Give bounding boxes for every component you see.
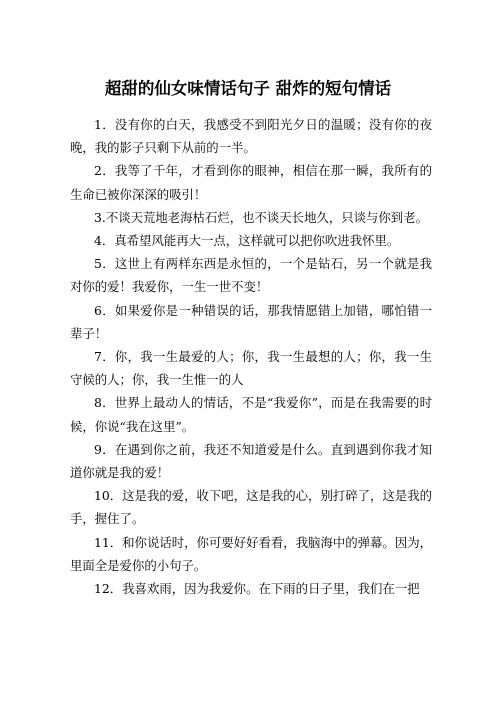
paragraph: 9．在遇到你之前，我还不知道爱是什么。直到遇到你我才知道你就是我的爱！ bbox=[70, 441, 432, 481]
paragraph: 7．你，我一生最爱的人；你，我一生最想的人；你，我一生守候的人；你，我一生惟一的人 bbox=[70, 349, 432, 388]
paragraph: 12．我喜欢雨，因为我爱你。在下雨的日子里，我们在一把 bbox=[94, 581, 420, 597]
paragraph: 5．这世上有两样东西是永恒的，一个是钻石，另一个就是我对你的爱！我爱你，一生一世不变！ bbox=[70, 256, 432, 295]
paragraph: 1．没有你的白天，我感受不到阳光夕日的温暖；没有你的夜晚，我的影子只剩下从前的一半。 bbox=[70, 117, 432, 156]
paragraph: 4．真希望风能再大一点，这样就可以把你吹进我怀里。 bbox=[94, 233, 400, 249]
paragraph: 11．和你说话时，你可要好好看看，我脑海中的弹幕。因为，里面全是爱你的小句子。 bbox=[70, 534, 432, 573]
paragraph: 2．我等了千年，才看到你的眼神，相信在那一瞬，我所有的生命已被你深深的吸引！ bbox=[70, 163, 432, 202]
paragraph: 10．这是我的爱，收下吧，这是我的心，别打碎了，这是我的手，握住了。 bbox=[70, 488, 432, 527]
paragraph: 8．世界上最动人的情话，不是“我爱你”，而是在我需要的时候，你说“我在这里”。 bbox=[70, 395, 432, 434]
paragraph: 6．如果爱你是一种错误的话，那我情愿错上加错，哪怕错一辈子！ bbox=[70, 302, 432, 341]
document-title: 超甜的仙女味情话句子 甜炸的短句情话 bbox=[104, 79, 392, 98]
document-body bbox=[70, 113, 432, 600]
paragraph: 3.不谈天荒地老海枯石烂，也不谈天长地久，只谈与你到老。 bbox=[94, 209, 428, 225]
